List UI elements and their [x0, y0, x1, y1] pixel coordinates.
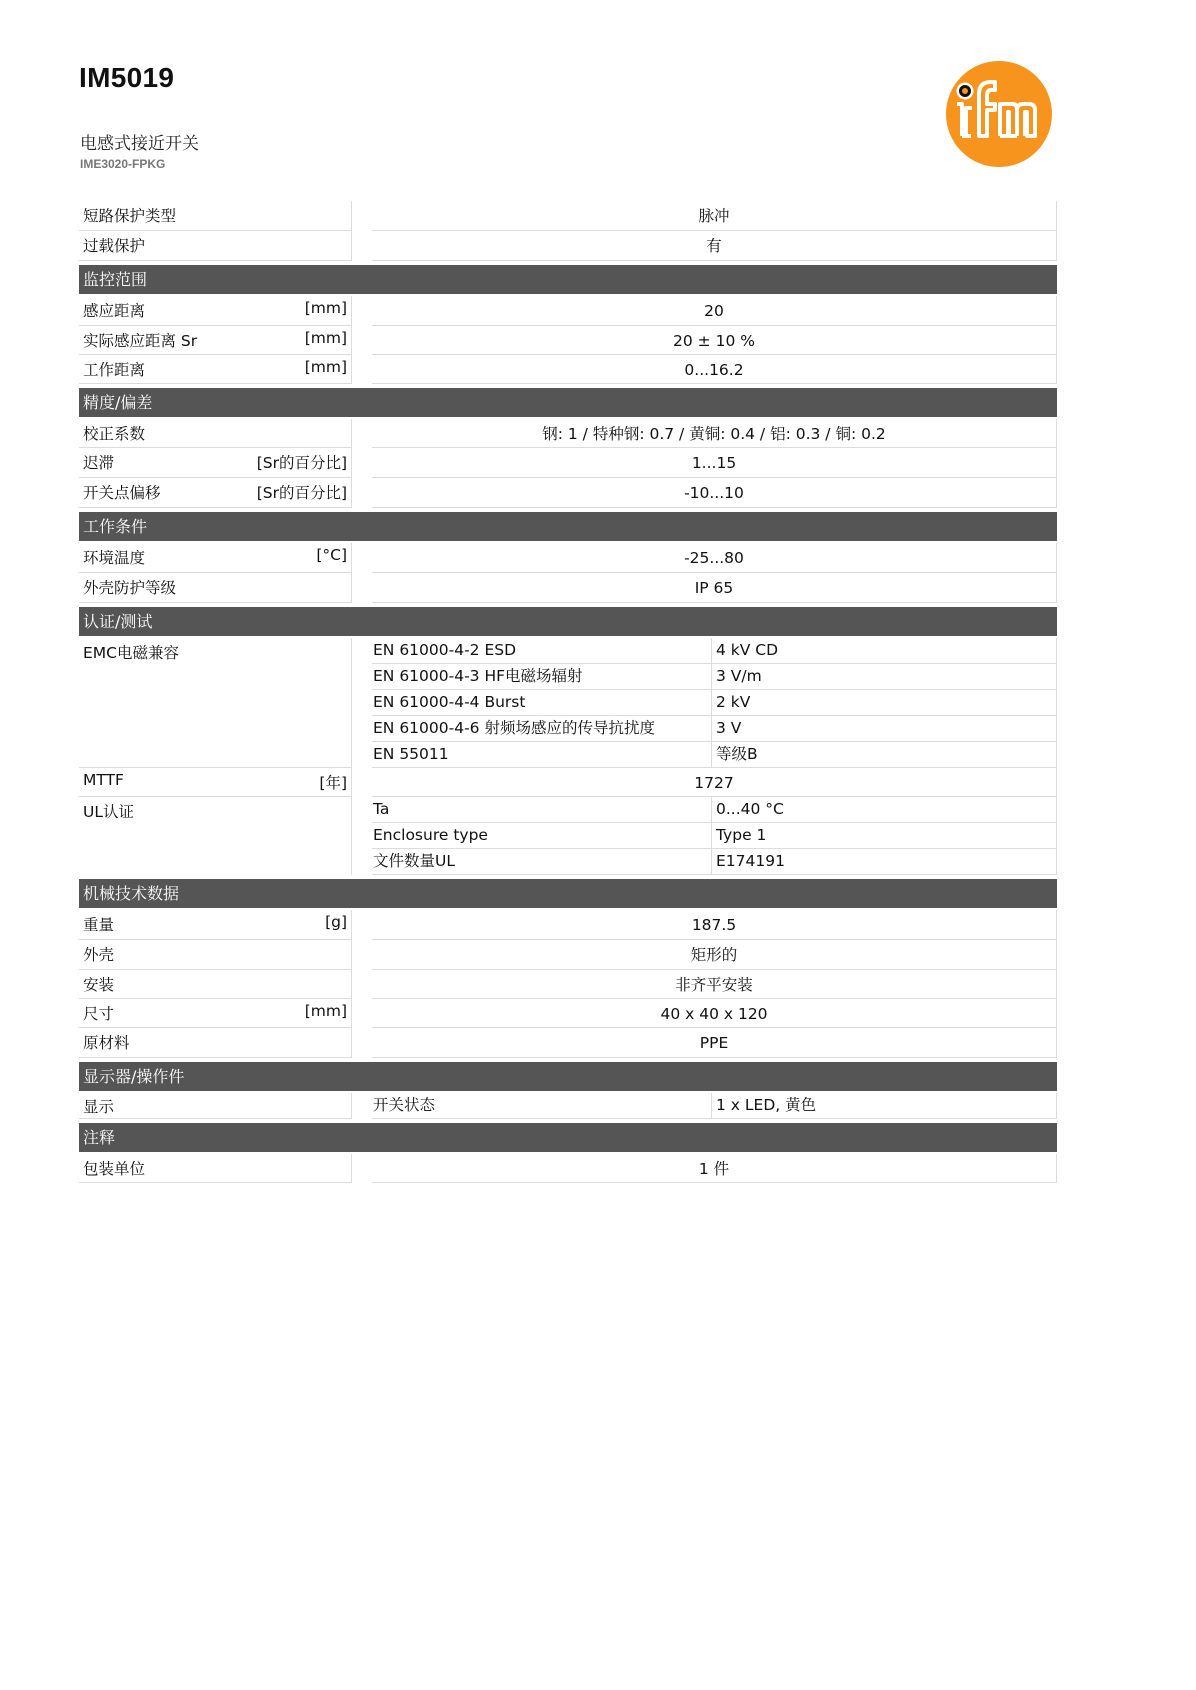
spec-value: 有	[372, 231, 1057, 261]
spec-value: -10...10	[372, 478, 1057, 508]
emc-item	[372, 664, 1057, 690]
emc-standard: EN 61000-4-4 Burst	[372, 690, 712, 716]
ul-item	[372, 849, 1057, 875]
spec-value: IP 65	[372, 573, 1057, 603]
ul-item	[372, 823, 1057, 849]
spec-row	[79, 419, 1057, 448]
spec-value: 脉冲	[372, 201, 1057, 231]
display-item	[372, 1093, 1057, 1119]
spec-row	[79, 543, 1057, 573]
emc-level: 4 kV CD	[712, 638, 1057, 664]
spec-value: PPE	[372, 1028, 1057, 1058]
spec-unit: [mm]	[304, 358, 347, 376]
spec-value: 187.5	[372, 910, 1057, 940]
emc-item	[372, 690, 1057, 716]
spec-label: 安装	[83, 976, 115, 994]
spec-row	[79, 768, 1057, 797]
spec-label: 开关点偏移	[83, 484, 161, 502]
article-number: IME3020-FPKG	[80, 157, 166, 171]
spec-label: UL认证	[83, 803, 134, 821]
ul-item	[372, 797, 1057, 823]
section-header-monitoring: 监控范围	[79, 265, 1057, 294]
ul-value: Type 1	[712, 823, 1057, 849]
spec-unit: [年]	[319, 774, 347, 792]
spec-label: 工作距离	[83, 361, 146, 379]
spec-row	[79, 478, 1057, 508]
spec-row	[79, 296, 1057, 326]
spec-sheet	[79, 201, 1057, 1183]
spec-label: 外壳防护等级	[83, 579, 177, 597]
emc-standard: EN 61000-4-2 ESD	[372, 638, 712, 664]
spec-label: MTTF	[83, 771, 124, 789]
spec-value: 钢: 1 / 特种钢: 0.7 / 黄铜: 0.4 / 铝: 0.3 / 铜: 0.2	[372, 419, 1057, 448]
product-model-title: IM5019	[79, 62, 175, 93]
spec-row	[79, 970, 1057, 999]
spec-row	[79, 940, 1057, 970]
spec-unit: [mm]	[304, 299, 347, 317]
spec-value: 非齐平安装	[372, 970, 1057, 999]
spec-label: 迟滞	[83, 454, 115, 472]
spec-label: 外壳	[83, 946, 115, 964]
spec-label: 包装单位	[83, 1160, 146, 1178]
spec-value: 40 x 40 x 120	[372, 999, 1057, 1028]
spec-label: EMC电磁兼容	[83, 644, 179, 662]
spec-label: 环境温度	[83, 549, 146, 567]
spec-value: 20	[372, 296, 1057, 326]
spec-label: 短路保护类型	[83, 207, 177, 225]
ul-value: 0...40 °C	[712, 797, 1057, 823]
spec-unit: [Sr的百分比]	[256, 454, 347, 472]
display-value: 1 x LED, 黄色	[712, 1093, 1057, 1119]
spec-label: 显示	[83, 1098, 115, 1116]
section-header-conditions: 工作条件	[79, 512, 1057, 541]
display-row	[79, 1093, 1057, 1119]
spec-label: 过载保护	[83, 237, 146, 255]
spec-unit: [g]	[325, 913, 347, 931]
spec-row	[79, 1028, 1057, 1058]
spec-label: 校正系数	[83, 425, 146, 443]
emc-item	[372, 638, 1057, 664]
ul-key: Ta	[372, 797, 712, 823]
emc-item	[372, 716, 1057, 742]
spec-unit: [mm]	[304, 1002, 347, 1020]
ul-key: 文件数量UL	[372, 849, 712, 875]
ul-row	[79, 797, 1057, 875]
spec-row	[79, 448, 1057, 478]
spec-label: 原材料	[83, 1034, 130, 1052]
ul-key: Enclosure type	[372, 823, 712, 849]
emc-level: 3 V/m	[712, 664, 1057, 690]
spec-unit: [mm]	[304, 329, 347, 347]
ifm-logo	[945, 60, 1053, 168]
spec-label: 实际感应距离 Sr	[83, 332, 198, 350]
section-header-notes: 注释	[79, 1123, 1057, 1152]
spec-label: 重量	[83, 916, 115, 934]
emc-standard: EN 61000-4-6 射频场感应的传导抗扰度	[372, 716, 712, 742]
spec-label: 感应距离	[83, 302, 146, 320]
spec-value: 20 ± 10 %	[372, 326, 1057, 355]
spec-row	[79, 355, 1057, 384]
product-type-subtitle: 电感式接近开关	[80, 134, 199, 154]
section-header-display: 显示器/操作件	[79, 1062, 1057, 1091]
spec-value: 1 件	[372, 1154, 1057, 1183]
spec-row	[79, 201, 1057, 231]
spec-label: 尺寸	[83, 1005, 115, 1023]
spec-row	[79, 999, 1057, 1028]
emc-standard: EN 61000-4-3 HF电磁场辐射	[372, 664, 712, 690]
display-key: 开关状态	[372, 1093, 712, 1119]
emc-level: 2 kV	[712, 690, 1057, 716]
emc-level: 等级B	[712, 742, 1057, 768]
spec-value: 0...16.2	[372, 355, 1057, 384]
emc-level: 3 V	[712, 716, 1057, 742]
emc-row	[79, 638, 1057, 768]
spec-row	[79, 910, 1057, 940]
spec-row	[79, 1154, 1057, 1183]
spec-unit: [Sr的百分比]	[256, 484, 347, 502]
emc-standard: EN 55011	[372, 742, 712, 768]
spec-unit: [°C]	[316, 546, 347, 564]
section-header-mechanical: 机械技术数据	[79, 879, 1057, 908]
spec-value: 1727	[372, 768, 1057, 797]
section-header-approvals: 认证/测试	[79, 607, 1057, 636]
spec-row	[79, 326, 1057, 355]
section-header-accuracy: 精度/偏差	[79, 388, 1057, 417]
spec-value: 矩形的	[372, 940, 1057, 970]
spec-row	[79, 231, 1057, 261]
emc-item	[372, 742, 1057, 768]
spec-row	[79, 573, 1057, 603]
ul-value: E174191	[712, 849, 1057, 875]
spec-value: 1...15	[372, 448, 1057, 478]
spec-value: -25...80	[372, 543, 1057, 573]
